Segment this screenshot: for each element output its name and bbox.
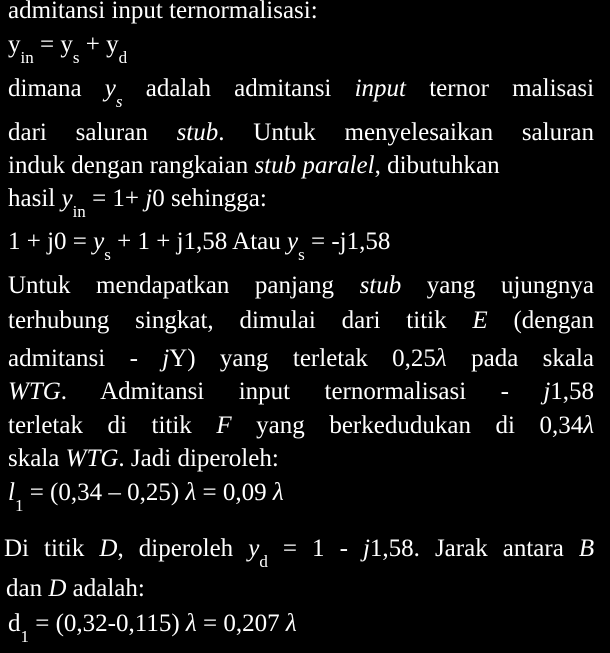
line-15 [4,534,595,571]
text: = (0,34 – 0,25) [23,479,186,506]
word: 0,34λ [539,412,595,439]
text: , dibutuhkan [374,152,500,179]
line-4 [8,118,594,148]
word: F [216,412,232,439]
word: yang [219,345,269,372]
line-12 [8,411,594,441]
var-y: $y_s$ [104,75,123,111]
word: dari [341,307,381,334]
line-7-equation [8,227,391,264]
subscript: d [259,552,268,571]
text: = 1+ [85,185,146,212]
var-y: $y_d$ [248,535,268,571]
var-y: y [93,228,105,255]
word: E [472,307,488,334]
subscript: s [298,245,305,264]
subscript: s [72,48,80,67]
word: j1,58 [543,378,595,405]
var-y: y [287,228,299,255]
word: di [107,412,127,439]
line-11 [8,377,594,407]
word: terhubung [8,307,110,334]
word: ternormalisasi [324,378,467,405]
subscript: d [118,48,128,67]
line-17-equation [8,609,297,646]
var-y: y [61,185,73,212]
word: - [339,535,348,562]
word: Di [4,535,29,562]
word: ujungnya [500,272,594,299]
line-16 [6,574,145,604]
word: ternor [429,75,489,102]
line-1 [8,0,318,26]
word: terletak [8,412,83,439]
var-d: d [8,610,21,637]
subscript: in [72,202,86,221]
subscript: 1 [14,496,24,515]
word: antara [502,535,564,562]
lambda: λ [185,610,197,637]
text: = 0,207 [196,610,286,637]
word: malisasi [512,75,595,102]
text: admitansi input ternormalisasi: [8,0,318,24]
word: Admitansi [100,378,205,405]
word: Jarak [434,535,488,562]
word: yang [426,272,476,299]
word: menyelesaikan [344,119,494,146]
lambda: λ [272,479,284,506]
text: = 0,09 [196,479,273,506]
subscript: in [20,48,34,67]
subscript: s [104,245,111,264]
word: WTG. [8,378,68,405]
text: hasil [8,185,62,212]
word: input [354,75,406,102]
word: dari [8,119,47,146]
line-5 [8,151,500,181]
word: dimulai [239,307,316,334]
text: = -j1,58 [304,228,391,255]
word: D, [99,535,124,562]
text: y [8,31,21,58]
word: berkedudukan [329,412,471,439]
word: admitansi [8,345,106,372]
word: 0,25λ [392,345,447,372]
word: di [495,412,515,439]
subscript: 1 [20,627,29,646]
word: titik [406,307,447,334]
word: yang [256,412,305,439]
word: saluran [521,119,595,146]
word: dimana [8,75,82,102]
line-2-equation [8,30,128,67]
text: induk dengan rangkaian [8,152,255,179]
line-10 [8,344,594,374]
word: jY) [162,345,196,372]
text-italic: WTG [65,445,119,472]
text-italic: D [48,575,67,602]
var-j: j [145,185,153,212]
text: + 1 + j1,58 Atau [110,228,288,255]
word: titik [44,535,85,562]
word: terletak [292,345,368,372]
word: stub. [176,119,225,146]
line-9 [8,306,594,336]
text: 1 + j0 = [8,228,94,255]
text: 0 sehingga: [152,185,267,212]
text: dan [6,575,49,602]
word: 1 [312,535,325,562]
word: adalah [145,75,211,102]
text: . Jadi diperoleh: [118,445,279,472]
text: + y [79,31,119,58]
word: singkat, [135,307,214,334]
line-14-equation [8,478,284,515]
text: skala [8,445,66,472]
word: Untuk [8,272,71,299]
word: pada [471,345,519,372]
word: titik [151,412,192,439]
word: panjang [254,272,335,299]
line-3 [8,74,595,111]
word: skala [542,345,595,372]
word: stub [359,272,402,299]
word: j1,58. [362,535,420,562]
line-8 [8,271,594,301]
word: saluran [75,119,148,146]
word: admitansi [234,75,332,102]
line-13 [8,444,279,474]
text: = (0,32-0,115) [29,610,186,637]
word: mendapatkan [96,272,230,299]
word: - [500,378,509,405]
var-l: l [8,479,15,506]
subscript: s [115,92,123,111]
word: - [129,345,138,372]
word: input [238,378,291,405]
word: B [578,535,595,562]
word: = [282,535,297,562]
word: Untuk [253,119,316,146]
lambda: λ [185,479,197,506]
text-italic: stub paralel [254,152,375,179]
word: (dengan [513,307,594,334]
lambda: λ [285,610,297,637]
line-6 [8,184,267,221]
text: adalah: [66,575,145,602]
word: diperoleh [138,535,234,562]
text: = y [33,31,73,58]
